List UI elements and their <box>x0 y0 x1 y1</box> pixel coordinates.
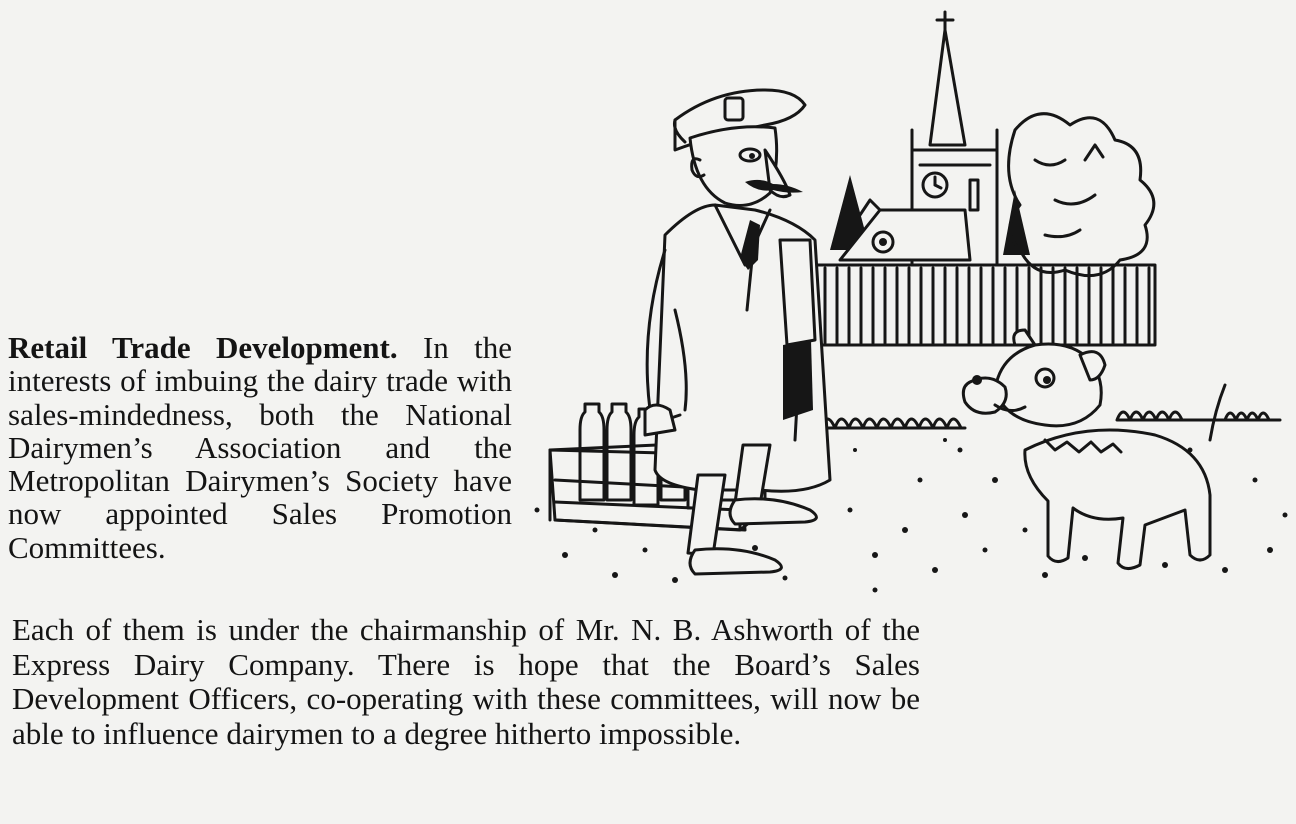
article-heading: Retail Trade Development. <box>8 330 398 365</box>
article-body-text: Each of them is under the chairmanship of Mr. N. B. Ashworth of the Express Dairy Company. There is hope that the Board’s Sales Development Officers, co-operating with these committees, will now be able to influence dairymen to a degree hitherto impossible. <box>12 612 920 751</box>
fence <box>813 265 1155 345</box>
article-intro-text: In the interests of imbuing the dairy trade with sales-mindedness, both the National Dairymen’s Association and the Metropolitan Dairymen’s Society have now appointed Sales Promotion Committees. <box>8 330 512 565</box>
article-column-left <box>8 331 512 564</box>
bulldog <box>963 330 1225 569</box>
cartoon-illustration <box>525 10 1296 610</box>
